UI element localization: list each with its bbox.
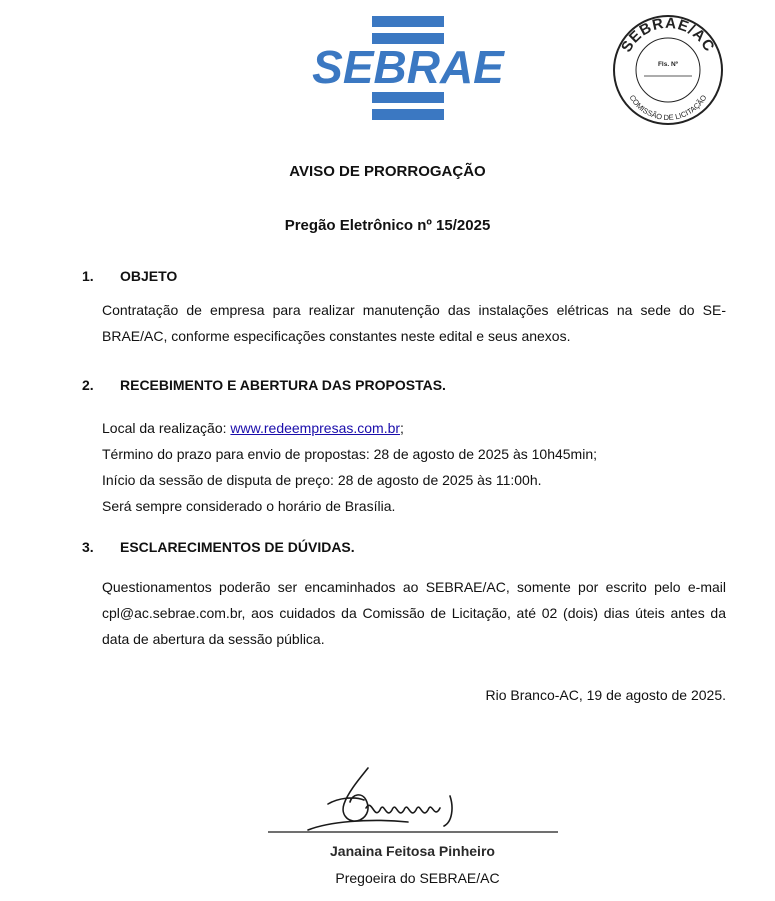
signer-name: Janaina Feitosa Pinheiro (330, 843, 495, 859)
stamp-field-label: Fls. Nº (657, 61, 679, 68)
svg-text:COMISSÃO DE LICITAÇÃO (628, 93, 709, 122)
section-number: 1. (82, 268, 94, 284)
section-2-heading (82, 377, 446, 393)
stamp-top-text: SEBRAE/AC (617, 14, 718, 56)
svg-text:SEBRAE/AC (618, 15, 718, 55)
section-title: ESCLARECIMENTOS DE DÚVIDAS. (120, 539, 355, 555)
section-3-heading (82, 539, 355, 555)
local-line (102, 415, 597, 441)
redeempresas-link[interactable]: www.redeempresas.com.br (230, 420, 401, 436)
section-3-body: Questionamentos poderão ser encaminhados ao SEBRAE/AC, somente por escrito pelo e-mail cpl@ac.sebrae.com.br, aos cuidados da Comissão de Licitação, até 02 (dois) dias úteis antes da data de abertura da sessão pública. (102, 579, 726, 647)
section-2-body (102, 415, 597, 519)
timezone-line: Será sempre considerado o horário de Brasília. (102, 498, 396, 514)
stamp-bottom-text: COMISSÃO DE LICITAÇÃO (627, 93, 709, 123)
session-line: Início da sessão de disputa de preço: 28 de agosto de 2025 às 11:00h. (102, 472, 542, 488)
section-1-heading (82, 268, 177, 284)
place-date: Rio Branco-AC, 19 de agosto de 2025. (485, 687, 726, 703)
section-1-body: Contratação de empresa para realizar manutenção das instalações elétricas na sede do SEBRAE/AC, conforme especificações constantes neste edital e seus anexos. (102, 302, 726, 344)
section-title: RECEBIMENTO E ABERTURA DAS PROPOSTAS. (120, 377, 446, 393)
signer-role: Pregoeira do SEBRAE/AC (335, 870, 500, 886)
local-label: Local da realização: (102, 420, 231, 436)
commission-stamp (612, 14, 724, 126)
section-title: OBJETO (120, 268, 178, 284)
section-number: 3. (82, 539, 94, 555)
sebrae-logo (308, 16, 508, 120)
section-number: 2. (82, 377, 94, 393)
local-suffix: ; (400, 420, 404, 436)
signature-image (268, 764, 564, 844)
document-subtitle: Pregão Eletrônico nº 15/2025 (284, 217, 491, 234)
document-title: AVISO DE PRORROGAÇÃO (289, 163, 486, 180)
deadline-line: Término do prazo para envio de propostas: 28 de agosto de 2025 às 10h45min; (102, 446, 597, 462)
logo-text: SEBRAE (312, 41, 504, 93)
